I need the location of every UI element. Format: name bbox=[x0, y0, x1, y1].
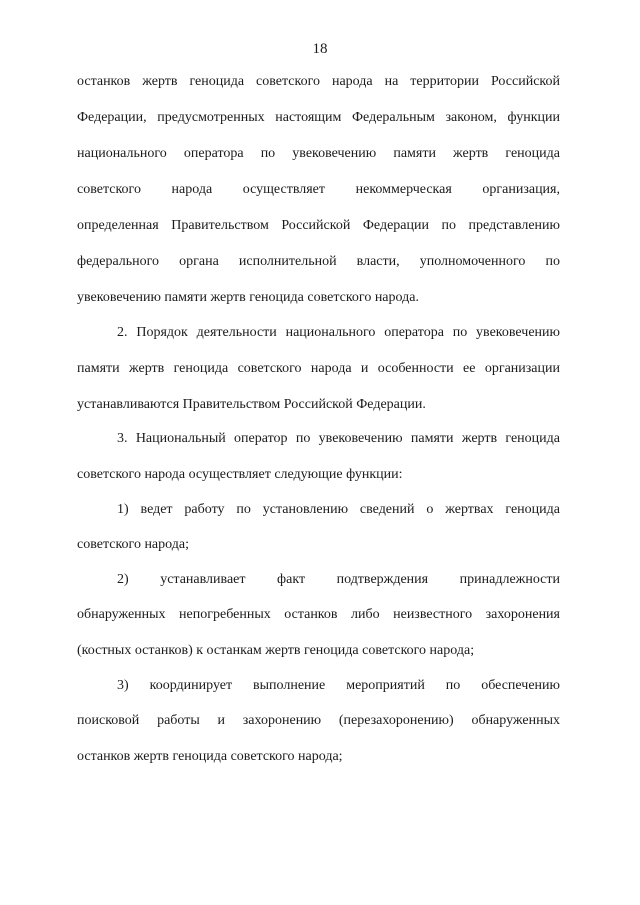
text-line: определенная Правительством Российской Федерации по представлению bbox=[77, 218, 560, 233]
list-item-line: (костных останков) к останкам жертв геноцида советского народа; bbox=[77, 643, 475, 658]
list-item-line: 1) ведет работу по установлению сведений о жертвах геноцида bbox=[117, 502, 560, 517]
list-item-line: 3) координирует выполнение мероприятий по обеспечению bbox=[117, 678, 560, 693]
text-line: национального оператора по увековечению памяти жертв геноцида bbox=[77, 146, 560, 161]
list-item-line: поисковой работы и захоронению (перезахоронению) обнаруженных bbox=[77, 713, 560, 728]
text-line: советского народа осуществляет некоммерческая организация, bbox=[77, 182, 560, 197]
text-line: памяти жертв геноцида советского народа и особенности ее организации bbox=[77, 361, 560, 376]
text-line: 3. Национальный оператор по увековечению памяти жертв геноцида bbox=[117, 431, 560, 446]
list-item-line: останков жертв геноцида советского народа; bbox=[77, 749, 343, 764]
text-line: 2. Порядок деятельности национального оператора по увековечению bbox=[117, 325, 560, 340]
list-item-line: советского народа; bbox=[77, 537, 189, 552]
text-line: увековечению памяти жертв геноцида советского народа. bbox=[77, 290, 419, 305]
text-line: федерального органа исполнительной власти, уполномоченного по bbox=[77, 254, 560, 269]
list-item-line: 2) устанавливает факт подтверждения принадлежности bbox=[117, 572, 560, 587]
text-line: останков жертв геноцида советского народа на территории Российской bbox=[77, 74, 560, 89]
page-number: 18 bbox=[312, 41, 328, 57]
text-line: Федерации, предусмотренных настоящим Федеральным законом, функции bbox=[77, 110, 560, 125]
list-item-line: обнаруженных непогребенных останков либо неизвестного захоронения bbox=[77, 607, 560, 622]
text-line: устанавливаются Правительством Российской Федерации. bbox=[77, 397, 426, 412]
text-line: советского народа осуществляет следующие функции: bbox=[77, 467, 403, 482]
